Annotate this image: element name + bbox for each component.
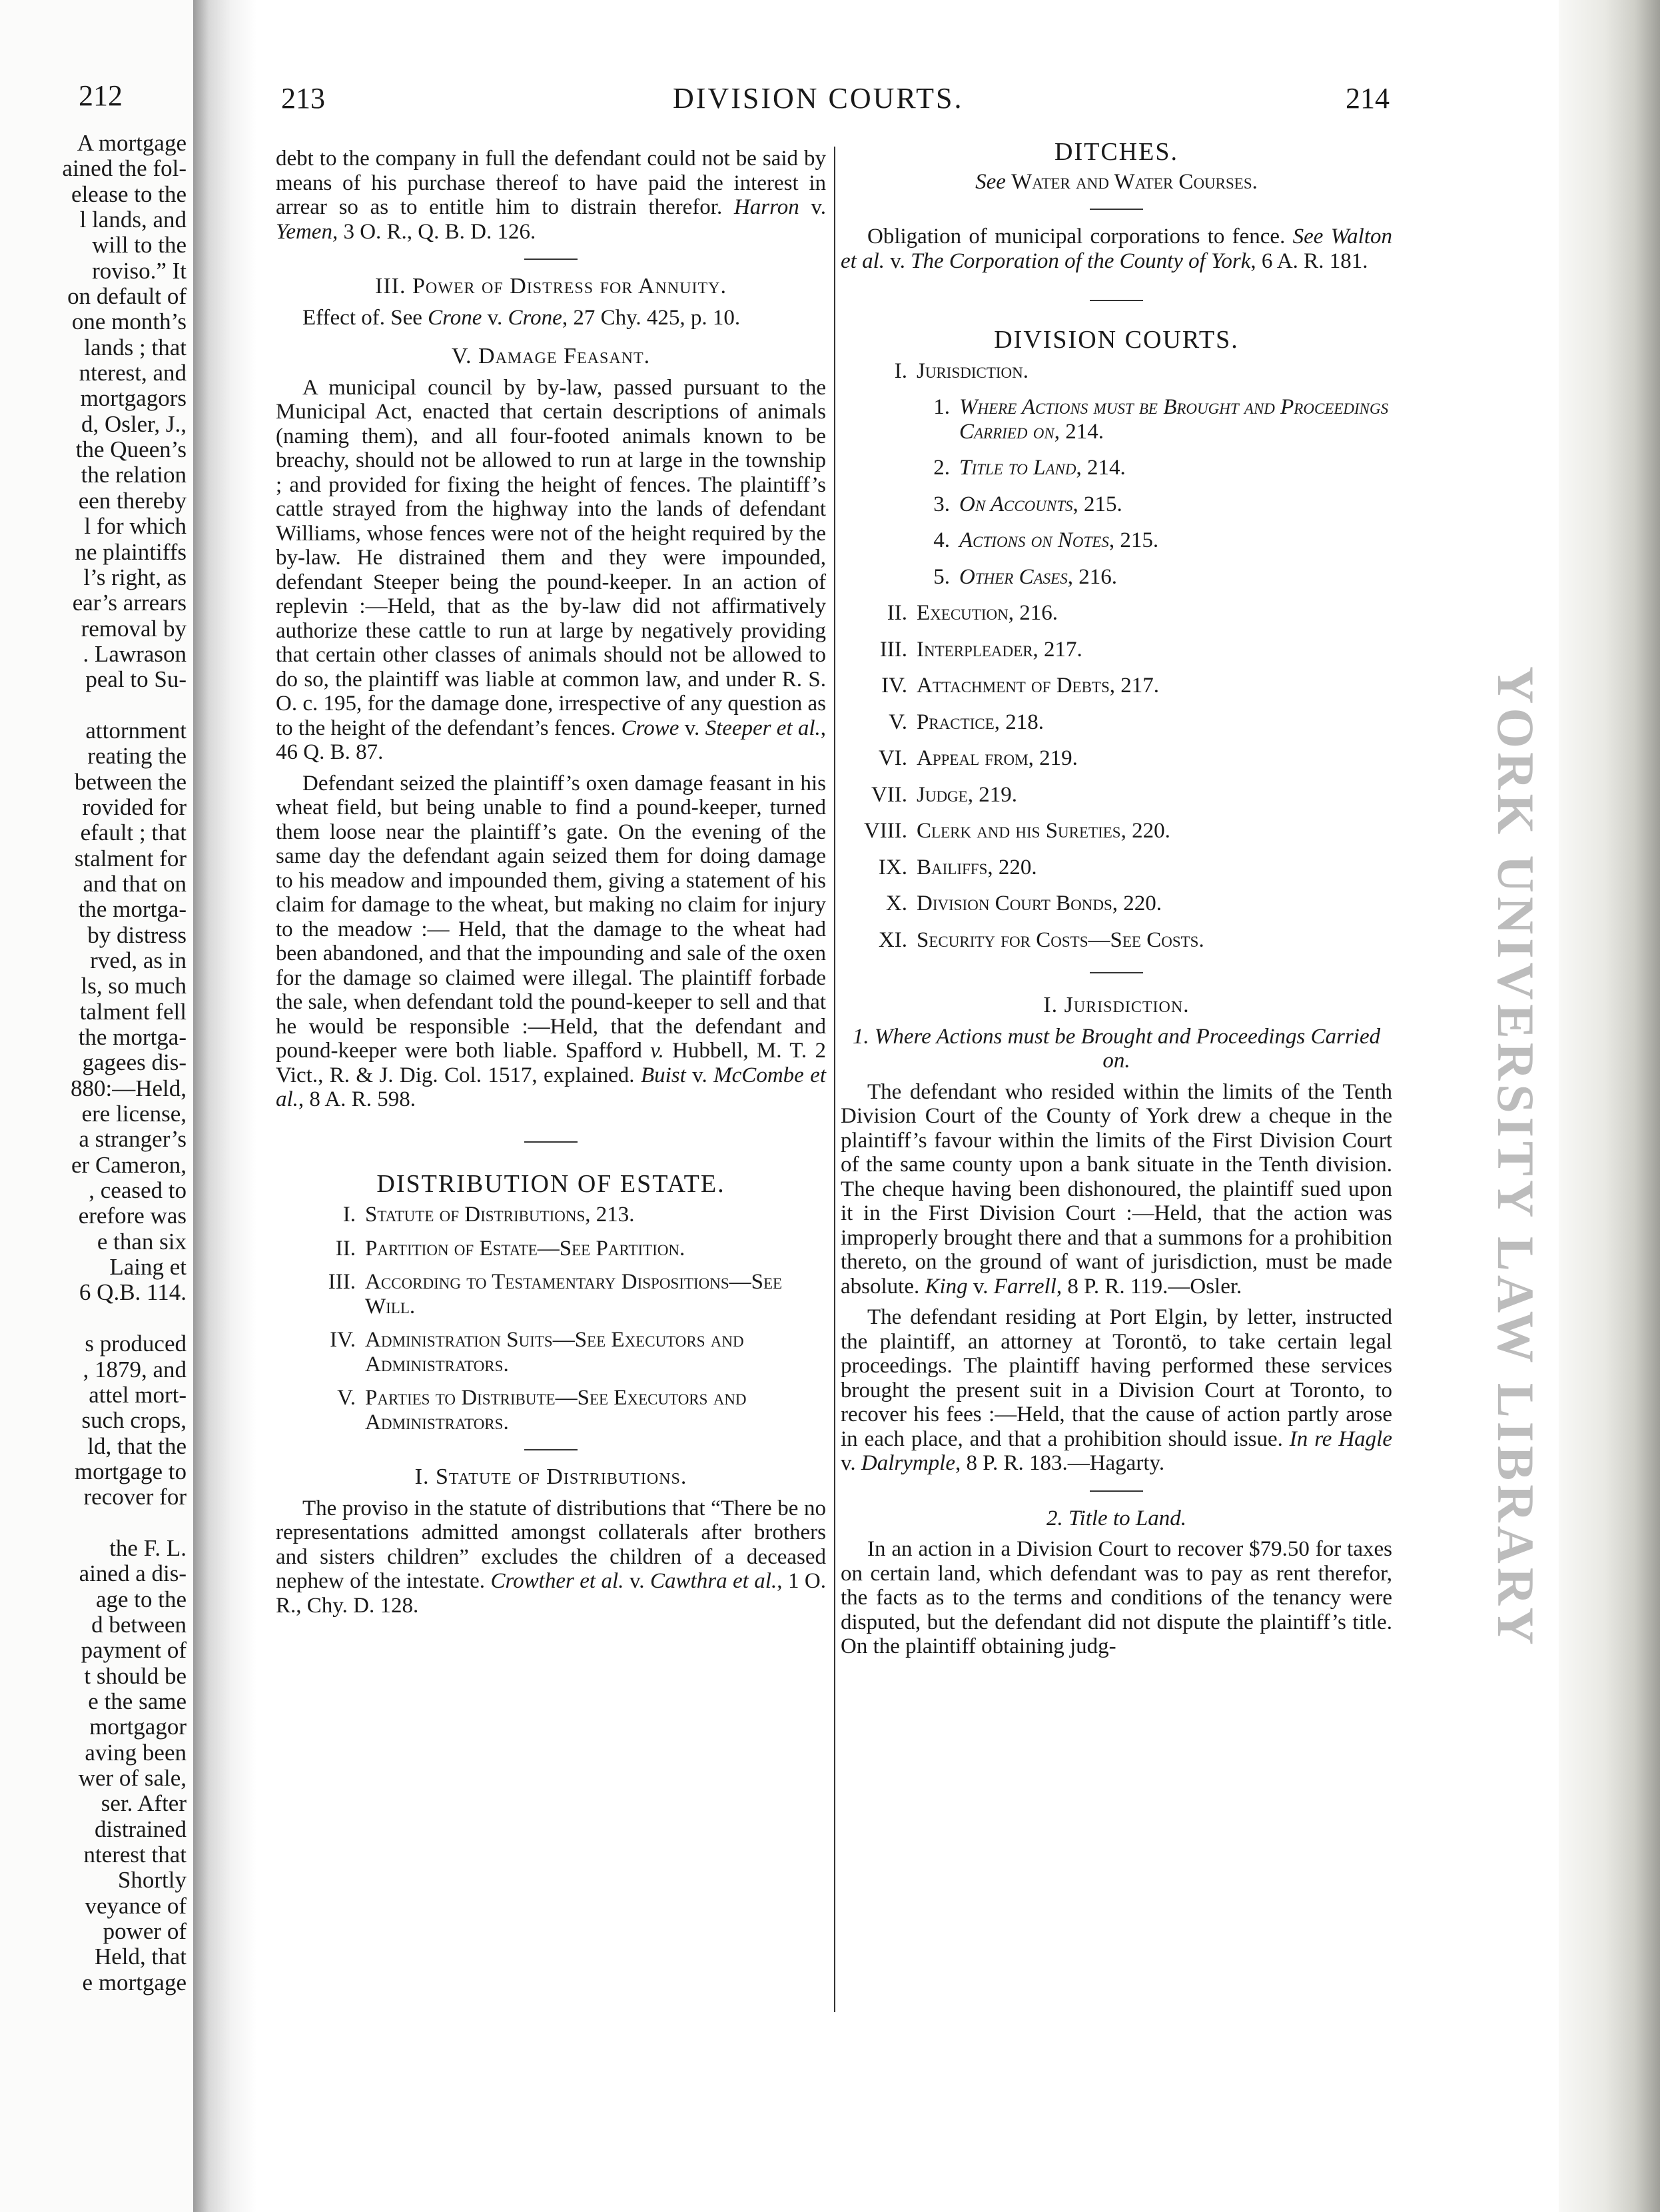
item-text: On Accounts	[959, 492, 1073, 516]
item-text: Administration Suits—See Executors and Administrators.	[365, 1328, 744, 1377]
left-page-line: efault ; that	[80, 820, 187, 846]
item-text: Practice, 218.	[917, 710, 1044, 734]
item-text: Clerk and his Sureties, 220.	[917, 819, 1170, 843]
item-number: II.	[335, 1236, 356, 1261]
section-rule	[524, 1449, 578, 1450]
left-page-line: er Cameron,	[71, 1151, 187, 1178]
heading-division-courts: DIVISION COURTS.	[994, 326, 1239, 354]
heading-where-actions: 1. Where Actions must be Brought and Proceedings Carried on.	[852, 1024, 1381, 1073]
outline-subitem	[841, 456, 1392, 480]
section-rule	[1090, 972, 1143, 973]
paragraph-municipal-council: A municipal council by by-law, passed pursuant to the Municipal Act, enacted that certain descriptions of animals (naming them), and all four-footed animals known to be breachy, should not be allowed to run at large in the township ; and provided for fixing the height of fences. The plaintiff’s cattle strayed from the highway into the lands of defendant Williams, whose fences were not of the height required by the by-law. He distrained them and they were impounded, defendant Steeper being the pound-keeper. In an action of replevin :—Held, that as the by-law did not affirmatively authorize these cattle to run at large by negatively providing that certain other classes of animals should not be allowed to do so, the plaintiff was liable at common law, and under R. S. O. c. 195, for the damage done, irrespective of any question as to the height of the defendant’s fences. Crowe v. Steeper et al., 46 Q. B. 87.	[276, 375, 826, 764]
paragraph-oxen: Defendant seized the plaintiff’s oxen damage feasant in his wheat field, but being unable to find a pound-keeper, turned them loose near the plaintiff’s gate. On the evening of the same day the defendant again seized them for doing damage to his meadow and impounded them, giving a statement of his claim for damage to the wheat, but making no claim for injury to the meadow :— Held, that the damage to the wheat had been abandoned, and that the impounding and sale of the oxen for the damage so claimed were illegal. The plaintiff forbade the sale, when defendant told the pound-keeper to sell and that he would be responsible :—Held, that the defendant and pound-keeper were both liable. Spafford v. Hubbell, M. T. 2 Vict., R. & J. Dig. Col. 1517, explained. Buist v. McCombe et al., 8 A. R. 598.	[276, 771, 827, 1111]
left-page-number: 212	[79, 79, 123, 112]
left-page-line: gagees dis-	[82, 1049, 187, 1076]
outline-subitem	[841, 395, 1392, 444]
outline-item	[841, 746, 1392, 771]
left-page-line: recover for	[83, 1484, 187, 1510]
item-text: Execution, 216.	[917, 601, 1058, 625]
item-number: 4.	[933, 528, 950, 552]
item-text: Bailiffs, 220.	[917, 855, 1037, 879]
item-number: VIII.	[863, 819, 907, 843]
left-page-line: s produced	[85, 1331, 187, 1357]
item-text: Judge, 219.	[917, 782, 1017, 807]
left-page-line: reating the	[87, 743, 187, 770]
left-page-line: ls, so much	[81, 973, 187, 999]
column-right	[841, 140, 1392, 1659]
outline-item	[841, 783, 1392, 808]
left-page-line: lands ; that	[84, 334, 187, 360]
column-divider	[834, 147, 835, 2012]
item-text: Other Cases	[959, 564, 1068, 589]
paragraph-debt: debt to the company in full the defendant could not be said by means of his purchase thereof to have paid the interest in arrear so as to entitle him to distrain therefor. Harron v. Yemen, 3 O. R., Q. B. D. 126.	[276, 147, 826, 244]
heading-ditches: DITCHES.	[1054, 138, 1178, 166]
left-page-line: will to the	[92, 232, 187, 259]
left-page-line: ld, that the	[87, 1432, 187, 1459]
left-page-line: the relation	[81, 462, 187, 488]
distribution-item	[276, 1203, 826, 1227]
outline-item	[841, 638, 1392, 662]
left-page-line: nterest, and	[79, 360, 187, 386]
section-rule	[1090, 1490, 1143, 1492]
heading-statute-of-distributions: I. Statute of Distributions.	[414, 1464, 687, 1489]
left-page-line: ere license,	[81, 1101, 187, 1127]
left-page-line: A mortgage	[77, 130, 187, 156]
left-page-line: attornment	[85, 717, 187, 744]
outline-item: I. Jurisdiction.	[894, 358, 1029, 383]
left-page-line: ser. After	[101, 1790, 187, 1817]
left-page-line: l’s right, as	[83, 564, 187, 590]
left-page-line: 880:—Held,	[70, 1075, 187, 1101]
left-page-line: d between	[91, 1611, 187, 1638]
library-stamp: YORK UNIVERSITY LAW LIBRARY	[1487, 666, 1545, 1649]
item-text: Actions on Notes	[959, 528, 1109, 552]
item-number: VII.	[871, 782, 907, 807]
section-rule	[524, 259, 578, 260]
left-page-line: l lands, and	[79, 207, 187, 233]
left-page-line: Laing et	[109, 1254, 187, 1281]
item-number: I.	[342, 1203, 356, 1227]
left-page-line: veyance of	[85, 1892, 187, 1919]
item-number: VI.	[878, 746, 907, 770]
item-text: Statute of Distributions, 213.	[365, 1203, 635, 1227]
left-page-line: . Lawrason	[83, 640, 187, 667]
item-page: , 214.	[1054, 419, 1104, 444]
left-page-line: and that on	[83, 870, 187, 897]
left-page-line: Shortly	[117, 1867, 187, 1894]
item-text: Division Court Bonds, 220.	[917, 891, 1162, 915]
item-text: Appeal from, 219.	[917, 746, 1078, 770]
left-page-line: on default of	[67, 283, 187, 310]
column-left	[276, 147, 826, 1618]
outline-subitem	[841, 565, 1392, 590]
paragraph-tenth-division: The defendant who resided within the limits of the Tenth Division Court of the County of York drew a cheque in the plaintiff’s favour within the limits of the First Division Court of the same county upon a bank situate in the Tenth division. The cheque having been dishonoured, the plaintiff sued upon it in the First Division Court :—Held, that the action was improperly brought there and that a summons for a prohibition thereto, on the ground of want of jurisdiction, must be made absolute. King v. Farrell, 8 P. R. 119.—Osler.	[841, 1079, 1392, 1299]
left-page-line: l for which	[84, 513, 187, 540]
outline-item	[841, 891, 1392, 916]
left-page-line: mortgage to	[74, 1458, 187, 1484]
left-page-line: power of	[103, 1918, 187, 1945]
outline-item	[841, 819, 1392, 843]
left-page-line: rved, as in	[90, 947, 187, 973]
left-page-line: nterest that	[83, 1842, 187, 1868]
paragraph-proviso: The proviso in the statute of distributions that “There be no representations admitted amongst collaterals after brothers and sisters children” excludes the children of a deceased nephew of the intestate. Crowther et al. v. Cawthra et al., 1 O. R., Chy. D. 128.	[276, 1496, 826, 1618]
outline-item	[841, 674, 1392, 698]
left-page-line: distrained	[94, 1816, 187, 1842]
left-page-line: the F. L.	[109, 1534, 187, 1561]
left-page-line	[7, 1510, 187, 1536]
left-page-line: elease to the	[71, 181, 187, 207]
left-page-line: e the same	[88, 1688, 187, 1714]
left-page-line: the Queen’s	[75, 436, 187, 463]
item-number: IV.	[330, 1328, 356, 1352]
division-courts-outline	[841, 359, 1392, 953]
left-page-line: attel mort-	[89, 1381, 187, 1408]
section-rule	[1090, 300, 1143, 301]
left-page-line: one month’s	[71, 308, 187, 335]
left-page-line: talment fell	[79, 998, 187, 1025]
item-number: III.	[328, 1270, 356, 1294]
left-page-line: roviso.” It	[92, 257, 187, 284]
page-number-right: 214	[1346, 82, 1390, 115]
item-text: Parties to Distribute—See Executors and Administrators.	[365, 1386, 747, 1434]
item-number: 5.	[933, 564, 950, 589]
item-text: Where Actions must be Brought and Proceedings Carried on	[959, 395, 1389, 444]
left-page-line	[7, 693, 187, 718]
book-spine-shadow	[193, 0, 256, 2212]
item-text: According to Testamentary Dispositions—See Will.	[365, 1270, 783, 1319]
item-number: XI.	[878, 927, 907, 952]
left-page-line: erefore was	[78, 1203, 187, 1229]
left-page-line: ne plaintiffs	[75, 538, 187, 565]
outline-subitem	[841, 492, 1392, 517]
left-page-line: a stranger’s	[79, 1126, 187, 1153]
item-number: 1.	[933, 395, 950, 419]
left-page-line: by distress	[87, 921, 187, 948]
item-number: II.	[887, 601, 907, 625]
left-page-line: removal by	[81, 615, 187, 642]
item-number: X.	[885, 891, 907, 915]
left-page-line: t should be	[84, 1662, 187, 1689]
outline-item	[841, 710, 1392, 735]
item-number: IX.	[878, 855, 907, 879]
section-rule	[1090, 209, 1143, 210]
item-page: , 215.	[1072, 492, 1122, 516]
outline-item	[841, 928, 1392, 953]
outline-item	[841, 601, 1392, 626]
item-number: V.	[337, 1386, 356, 1410]
paragraph-action-taxes: In an action in a Division Court to recover $79.50 for taxes on certain land, which defendant was to pay as rent therefor, the facts as to the terms and conditions of the tenancy were disputed, but the defendant did not dispute the plaintiff’s title. On the plaintiff obtaining judg-	[841, 1537, 1392, 1658]
left-page-line: such crops,	[81, 1407, 187, 1434]
distribution-item	[276, 1328, 826, 1377]
left-page-line: between the	[74, 768, 187, 795]
heading-title-to-land: 2. Title to Land.	[1046, 1506, 1186, 1530]
heading-distribution-of-estate: DISTRIBUTION OF ESTATE.	[376, 1169, 725, 1198]
outline-subitem	[841, 528, 1392, 553]
item-number: 3.	[933, 492, 950, 516]
item-text: Partition of Estate—See Partition.	[365, 1236, 685, 1261]
distribution-item	[276, 1237, 826, 1261]
left-page-line: d, Osler, J.,	[81, 410, 187, 437]
see-water-courses: See Water and Water Courses.	[975, 169, 1258, 194]
paragraph-effect: Effect of. See Crone v. Crone, 27 Chy. 425, p. 10.	[302, 305, 741, 330]
left-page-line: 6 Q.B. 114.	[79, 1279, 187, 1306]
heading-damage-feasant: V. Damage Feasant.	[451, 344, 651, 368]
left-page-line: , ceased to	[89, 1177, 187, 1204]
item-text: Attachment of Debts, 217.	[917, 674, 1160, 698]
left-page-line: ear’s arrears	[72, 590, 187, 616]
page-edge	[1559, 0, 1660, 2212]
left-page-line: , 1879, and	[83, 1356, 187, 1382]
item-page: , 216.	[1067, 564, 1117, 589]
left-page-line: e than six	[97, 1228, 187, 1255]
distribution-item	[276, 1270, 826, 1319]
heading-jurisdiction: I. Jurisdiction.	[1043, 993, 1190, 1017]
item-text: Title to Land	[959, 456, 1076, 480]
left-page-line	[7, 1306, 187, 1331]
left-page-line: wer of sale,	[78, 1765, 187, 1791]
left-page-line: stalment for	[74, 845, 187, 871]
item-number: III.	[879, 637, 907, 662]
left-page-line: rovided for	[82, 794, 187, 820]
left-page-line: payment of	[81, 1637, 187, 1664]
left-page-line: e mortgage	[82, 1969, 187, 1995]
section-rule	[524, 1141, 578, 1143]
left-page-line: aving been	[85, 1739, 187, 1766]
item-page: , 214.	[1076, 456, 1126, 480]
item-number: V.	[889, 710, 907, 734]
item-number: 2.	[933, 456, 950, 480]
item-page: , 215.	[1108, 528, 1159, 552]
left-page-line: een thereby	[78, 487, 187, 514]
left-page-line: mortgagor	[89, 1714, 187, 1740]
paragraph-obligation: Obligation of municipal corporations to fence. See Walton et al. v. The Corporation of the County of York, 6 A. R. 181.	[841, 225, 1392, 273]
paragraph-port-elgin: The defendant residing at Port Elgin, by letter, instructed the plaintiff, an attorney at Torontö, to take certain legal proceedings. The plaintiff having performed these services brought the present suit in a Division Court at Toronto, to recover his fees :—Held, that the cause of action partly arose in each place, and that a prohibition should issue. In re Hagle v. Dalrymple, 8 P. R. 183.—Hagarty.	[841, 1305, 1393, 1475]
item-text: Interpleader, 217.	[917, 637, 1082, 662]
running-title: DIVISION COURTS.	[673, 82, 964, 115]
left-page-fragment	[0, 0, 193, 2212]
left-page-line: Held, that	[94, 1943, 187, 1970]
left-page-line: peal to Su-	[85, 666, 187, 693]
left-page-line: ained the fol-	[62, 155, 187, 182]
left-page-line: mortgagors	[80, 385, 187, 412]
distribution-item	[276, 1386, 826, 1434]
item-text: Security for Costs—See Costs.	[917, 927, 1204, 952]
item-number: IV.	[881, 674, 907, 698]
outline-item	[841, 855, 1392, 880]
heading-power-of-distress: III. Power of Distress for Annuity.	[375, 274, 727, 298]
left-page-line: the mortga-	[78, 1024, 187, 1051]
left-page-line: the mortga-	[78, 896, 187, 923]
left-page-text	[7, 131, 187, 1995]
left-page-line: ained a dis-	[79, 1560, 187, 1587]
left-page-line: age to the	[95, 1586, 187, 1612]
page-number-left: 213	[281, 82, 325, 115]
distribution-outline	[276, 1203, 826, 1434]
